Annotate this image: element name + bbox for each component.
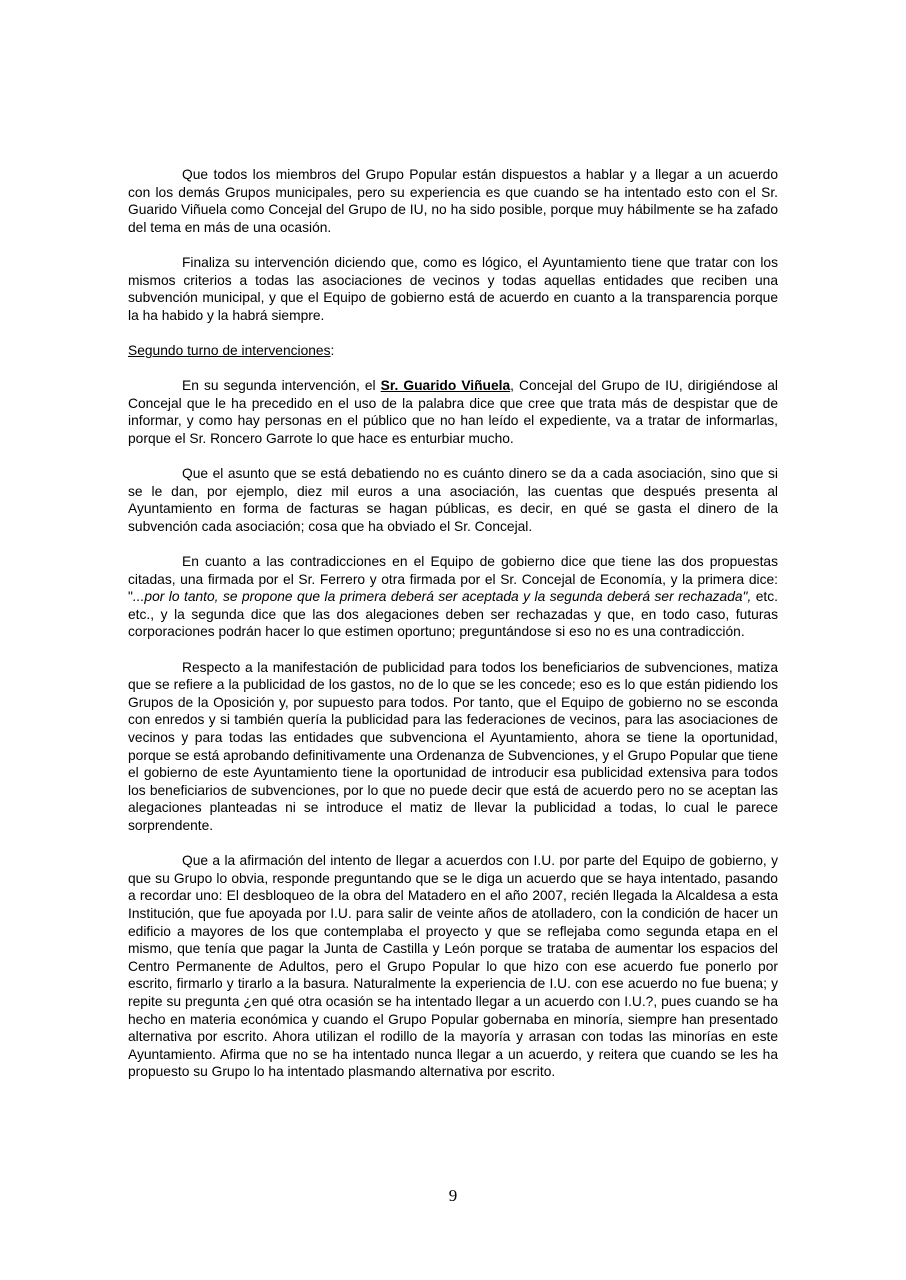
text-run: etc. etc., y la segunda dice que las dos alegaciones deben ser rechazadas y que, en todo caso, futuras corporaciones podrán hacer lo que estimen oportuno; preguntándose si eso no es una contradicción. — [128, 589, 778, 640]
section-heading — [128, 342, 778, 360]
page-number: 9 — [448, 1186, 458, 1205]
paragraph — [128, 659, 778, 835]
text-run: Respecto a la manifestación de publicidad para todos los beneficiarios de subvenciones, matiza que se refiere a la publicidad de los gastos, no de lo que se les concede; eso es lo que están pidiendo los Grupos de la Oposición y, por supuesto para todos. Por tanto, que el Equipo de gobierno no se esconda con enredos y si también quería la publicidad para las federaciones de vecinos, para las asociaciones de vecinos y para todas las entidades que subvenciona el Ayuntamiento, ahora se tiene la oportunidad, porque se está aprobando definitivamente una Ordenanza de Subvenciones, y el Grupo Popular que tiene el gobierno de este Ayuntamiento tiene la oportunidad de introducir esa publicidad extensiva para todos los beneficiarios de subvenciones, por lo que no puede decir que está de acuerdo pero no se aceptan las alegaciones planteadas ni se introduce el matiz de llevar la publicidad a todas, lo cual le parece sorprendente. — [128, 659, 778, 833]
text-run: Segundo turno de intervenciones — [128, 342, 331, 358]
paragraph — [128, 553, 778, 641]
text-run: Que todos los miembros del Grupo Popular están dispuestos a hablar y a llegar a un acuerdo con los demás Grupos municipales, pero su experiencia es que cuando se ha intentado esto con el Sr. Guarido Viñuela como Concejal del Grupo de IU, no ha sido posible, porque muy hábilmente se ha zafado del tema en más de una ocasión. — [128, 167, 778, 235]
text-run: Sr. Guarido Viñuela — [380, 378, 511, 394]
paragraph — [128, 377, 778, 447]
text-run: Finaliza su intervención diciendo que, como es lógico, el Ayuntamiento tiene que tratar con los mismos criterios a todas las asociaciones de vecinos y todas aquellas entidades que reciben una subvención municipal, y que el Equipo de gobierno está de acuerdo en cuanto a la transparencia porque la ha habido y la habrá siempre. — [128, 254, 778, 323]
paragraph — [128, 166, 778, 236]
text-run: : — [330, 342, 335, 358]
text-run: Que el asunto que se está debatiendo no es cuánto dinero se da a cada asociación, sino que si se le dan, por ejemplo, diez mil euros a una asociación, las cuentas que después presenta al Ayuntamiento en forma de facturas se hagan públicas, es decir, en qué se gasta el dinero de la subvención cada asociación; cosa que ha obviado el Sr. Concejal. — [128, 466, 778, 534]
text-run: , Concejal del Grupo de IU, dirigiéndose al Concejal que le ha precedido en el uso de la palabra dice que cree que trata más de despistar que de informar, y como hay personas en el público que no han leído el expediente, va a tratar de informarlas, porque el Sr. Roncero Garrote lo que hace es enturbiar mucho. — [128, 378, 778, 446]
text-run: En su segunda intervención, el — [182, 378, 381, 394]
text-run: Que a la afirmación del intento de llegar a acuerdos con I.U. por parte del Equipo de gobierno, y que su Grupo lo obvia, responde preguntando que se le diga un acuerdo que se haya intentado, pasando a recordar uno: El desbloqueo de la obra del Matadero en el año 2007, recién llegada la Alcaldesa a esta Institución, que fue apoyada por I.U. para salir de veinte años de atolladero, con la condición de hacer un edificio a mayores de los que contemplaba el proyecto y que se reflejaba como segunda etapa en el mismo, que tenía que pagar la Junta de Castilla y León porque se trataba de aumentar los espacios del Centro Permanente de Adultos, pero el Grupo Popular lo que hizo con ese acuerdo fue ponerlo por escrito, firmarlo y tirarlo a la basura. Naturalmente la experiencia de I.U. con ese acuerdo no fue buena; y repite su pregunta ¿en qué otra ocasión se ha intentado llegar a un acuerdo con I.U.?, pues cuando se ha hecho en materia económica y cuando el Grupo Popular gobernaba en minoría, siempre han presentado alternativa por escrito. Ahora utilizan el rodillo de la mayoría y arrasan con todas las minorías en este Ayuntamiento. Afirma que no se ha intentado nunca llegar a un acuerdo, y reitera que cuando se les ha propuesto su Grupo lo ha intentado plasmando alternativa por escrito. — [128, 853, 778, 1080]
paragraph — [128, 852, 778, 1081]
paragraph — [128, 465, 778, 535]
text-block — [128, 166, 778, 1098]
text-run: En cuanto a las contradicciones en el Equipo de gobierno dice que tiene las dos propuestas citadas, una firmada por el Sr. Ferrero y otra firmada por el Sr. Concejal de Economía, y la primera dice: " — [128, 554, 778, 605]
text-run: ...por lo tanto, se propone que la primera deberá ser aceptada y la segunda deberá ser rechazada", — [132, 589, 752, 605]
paragraph — [128, 254, 778, 324]
